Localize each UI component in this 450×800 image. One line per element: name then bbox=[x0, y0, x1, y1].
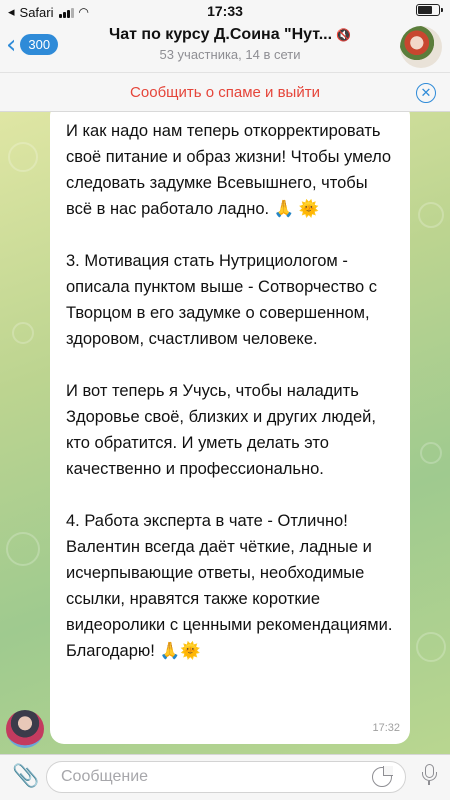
message-paragraph: 4. Работа эксперта в чате - Отлично! Валентин всегда даёт чёткие, ладные и исчерпывающие ответы, необходимые ссылки, нравятся также короткие видеоролики с ценными рекомендациями. Благодарю! 🙏🌞 bbox=[66, 512, 393, 660]
close-circle-icon[interactable]: ✕ bbox=[416, 83, 436, 103]
wallpaper-doodle bbox=[420, 442, 442, 464]
wallpaper-doodle bbox=[6, 532, 40, 566]
message-input[interactable] bbox=[46, 761, 406, 793]
microphone-icon[interactable] bbox=[422, 764, 436, 786]
status-right bbox=[416, 4, 440, 16]
chat-title: Чат по курсу Д.Соина "Нут... bbox=[109, 26, 333, 43]
sticker-icon[interactable] bbox=[372, 767, 392, 787]
sender-avatar[interactable] bbox=[6, 710, 44, 748]
paperclip-icon[interactable]: 📎 bbox=[12, 763, 40, 788]
report-spam-button[interactable]: Сообщить о спаме и выйти bbox=[130, 84, 320, 101]
chat-title-area[interactable] bbox=[80, 26, 380, 62]
chevron-left-icon: ‹ bbox=[6, 29, 17, 60]
chat-title-row bbox=[80, 26, 380, 44]
mute-icon: 🔇 bbox=[336, 28, 351, 42]
message-time: 17:32 bbox=[372, 722, 400, 734]
spam-report-bar bbox=[0, 72, 450, 112]
chat-header bbox=[0, 22, 450, 72]
message-paragraph: И вот теперь я Учусь, чтобы наладить Здоровье своё, близких и других людей, кто обратится. И уметь делать это качественно и профессионально. bbox=[66, 382, 376, 478]
wallpaper-doodle bbox=[418, 202, 444, 228]
message-paragraph: И как надо нам теперь откорректировать своё питание и образ жизни! Чтобы умело следовать задумке Всевышнего, чтобы всё в нас работало ладно. 🙏 🌞 bbox=[66, 122, 392, 218]
wifi-icon: ◠ bbox=[78, 5, 89, 19]
message-bubble[interactable] bbox=[50, 112, 410, 744]
message-input-bar bbox=[0, 754, 450, 800]
unread-count-badge: 300 bbox=[20, 34, 58, 55]
chat-area[interactable] bbox=[0, 112, 450, 754]
wallpaper-doodle bbox=[416, 632, 446, 662]
status-bar bbox=[0, 0, 450, 22]
chat-subtitle: 53 участника, 14 в сети bbox=[159, 47, 301, 62]
group-avatar[interactable] bbox=[400, 26, 442, 68]
carrier-label[interactable]: Safari bbox=[19, 4, 54, 20]
back-to-app-arrow-icon[interactable]: ◂ bbox=[8, 4, 15, 19]
battery-icon bbox=[416, 4, 440, 16]
wallpaper-doodle bbox=[8, 142, 38, 172]
back-button[interactable] bbox=[6, 29, 58, 60]
wallpaper-doodle bbox=[12, 322, 34, 344]
message-paragraph: 3. Мотивация стать Нутрициологом - описала пунктом выше - Сотворчество с Творцом в его задумке о совершенном, здоровом, счастливом человеке. bbox=[66, 252, 378, 348]
status-time: 17:33 bbox=[207, 3, 243, 19]
